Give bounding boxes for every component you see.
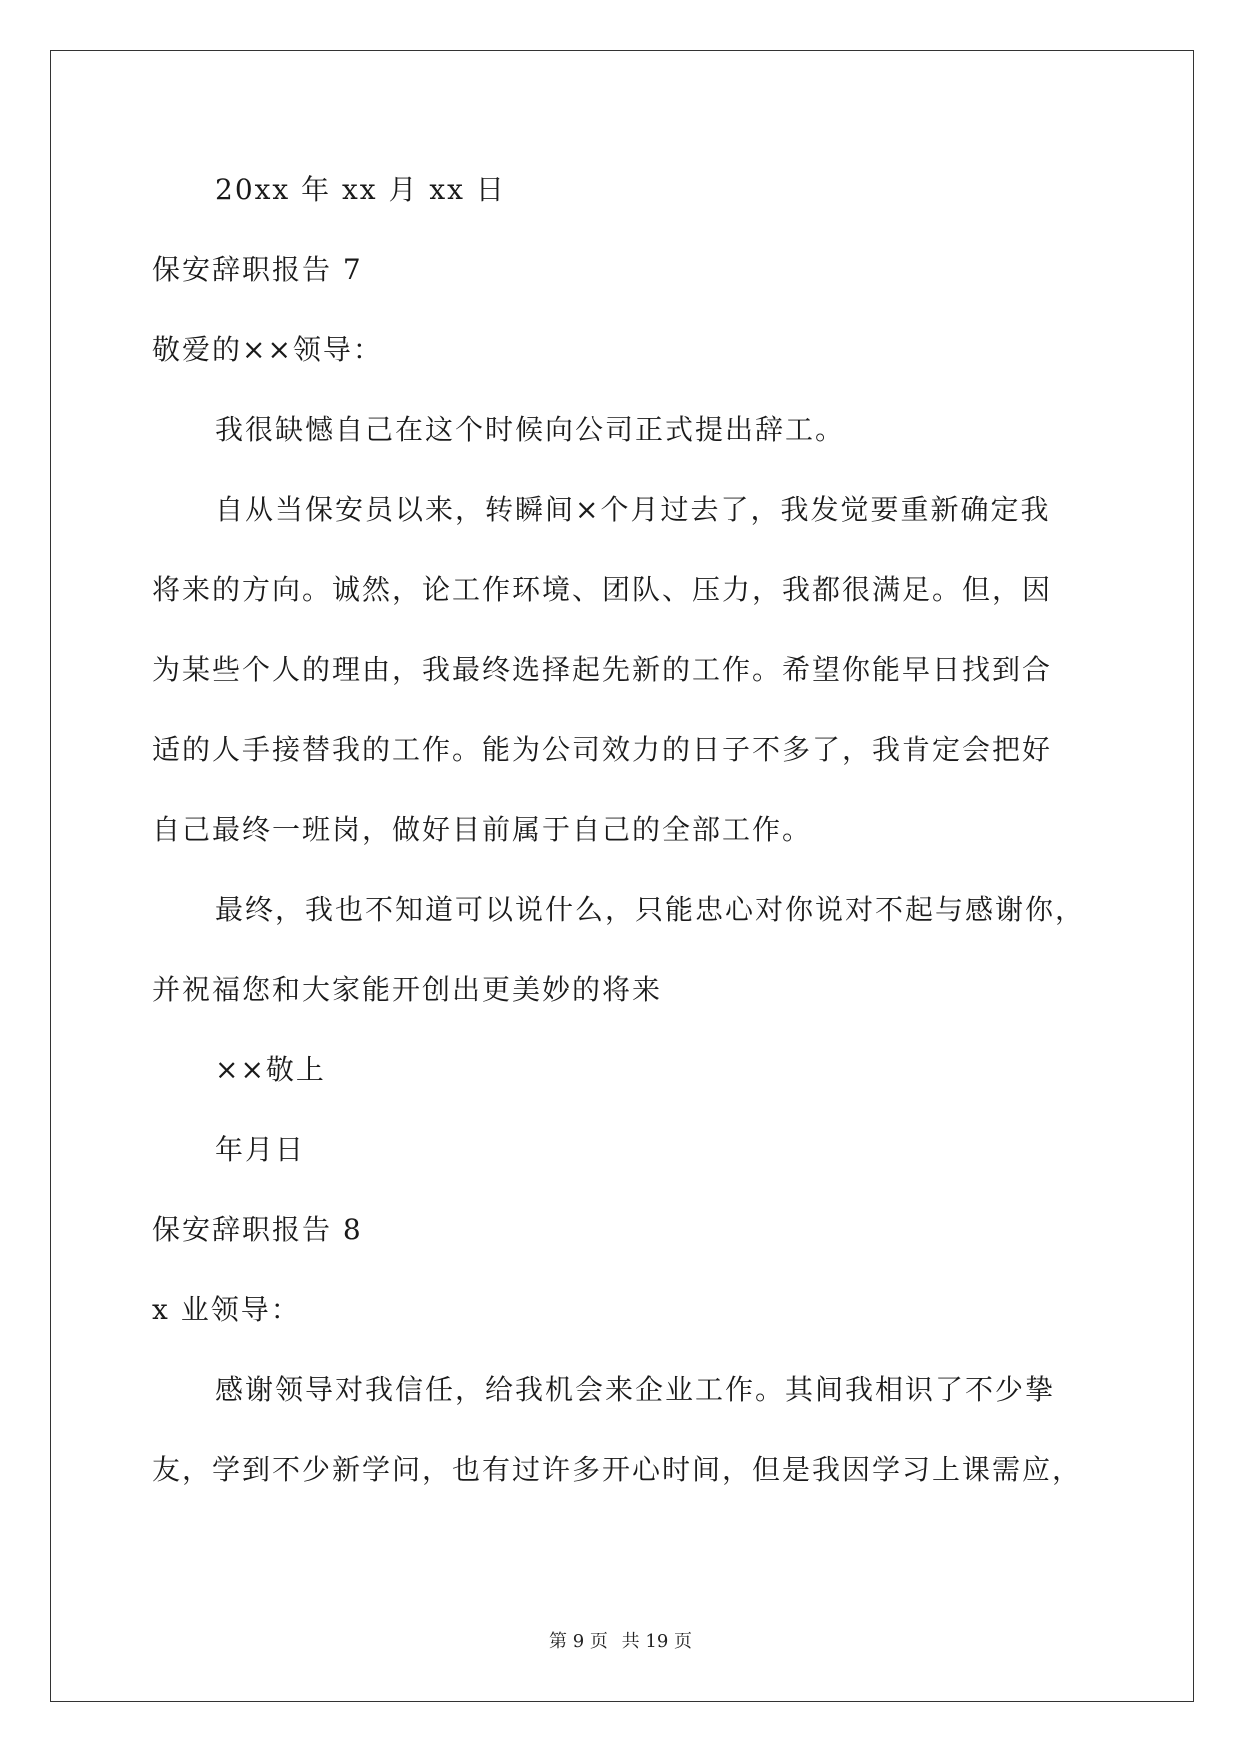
paragraph-line: 将来的方向。诚然，论工作环境、团队、压力，我都很满足。但，因 (152, 573, 1053, 606)
page-total: 共 19 页 (621, 1631, 692, 1652)
salutation: 敬爱的××领导： (152, 333, 383, 366)
salutation: x 业领导： (152, 1293, 301, 1326)
paragraph-line: 为某些个人的理由，我最终选择起先新的工作。希望你能早日找到合 (152, 653, 1053, 686)
page-number: 第 9 页 (549, 1631, 608, 1652)
section-heading-7: 保安辞职报告 7 (152, 253, 363, 286)
page-footer (0, 1630, 1241, 1654)
paragraph-line: 我很缺憾自己在这个时候向公司正式提出辞工。 (215, 413, 846, 446)
signature-date: 年月日 (215, 1133, 306, 1166)
paragraph-line: 自己最终一班岗，做好目前属于自己的全部工作。 (152, 813, 813, 846)
paragraph-line: 自从当保安员以来，转瞬间×个月过去了，我发觉要重新确定我 (215, 493, 1051, 526)
signature: ××敬上 (215, 1053, 326, 1086)
date-line: 20xx 年 xx 月 xx 日 (215, 173, 506, 206)
paragraph-line: 适的人手接替我的工作。能为公司效力的日子不多了，我肯定会把好 (152, 733, 1053, 766)
section-heading-8: 保安辞职报告 8 (152, 1213, 363, 1246)
paragraph-line: 最终，我也不知道可以说什么，只能忠心对你说对不起与感谢你， (215, 893, 1086, 926)
paragraph-line: 并祝福您和大家能开创出更美妙的将来 (152, 973, 663, 1006)
paragraph-line: 友，学到不少新学问，也有过许多开心时间，但是我因学习上课需应， (152, 1453, 1083, 1486)
paragraph-line: 感谢领导对我信任，给我机会来企业工作。其间我相识了不少挚 (215, 1373, 1056, 1406)
